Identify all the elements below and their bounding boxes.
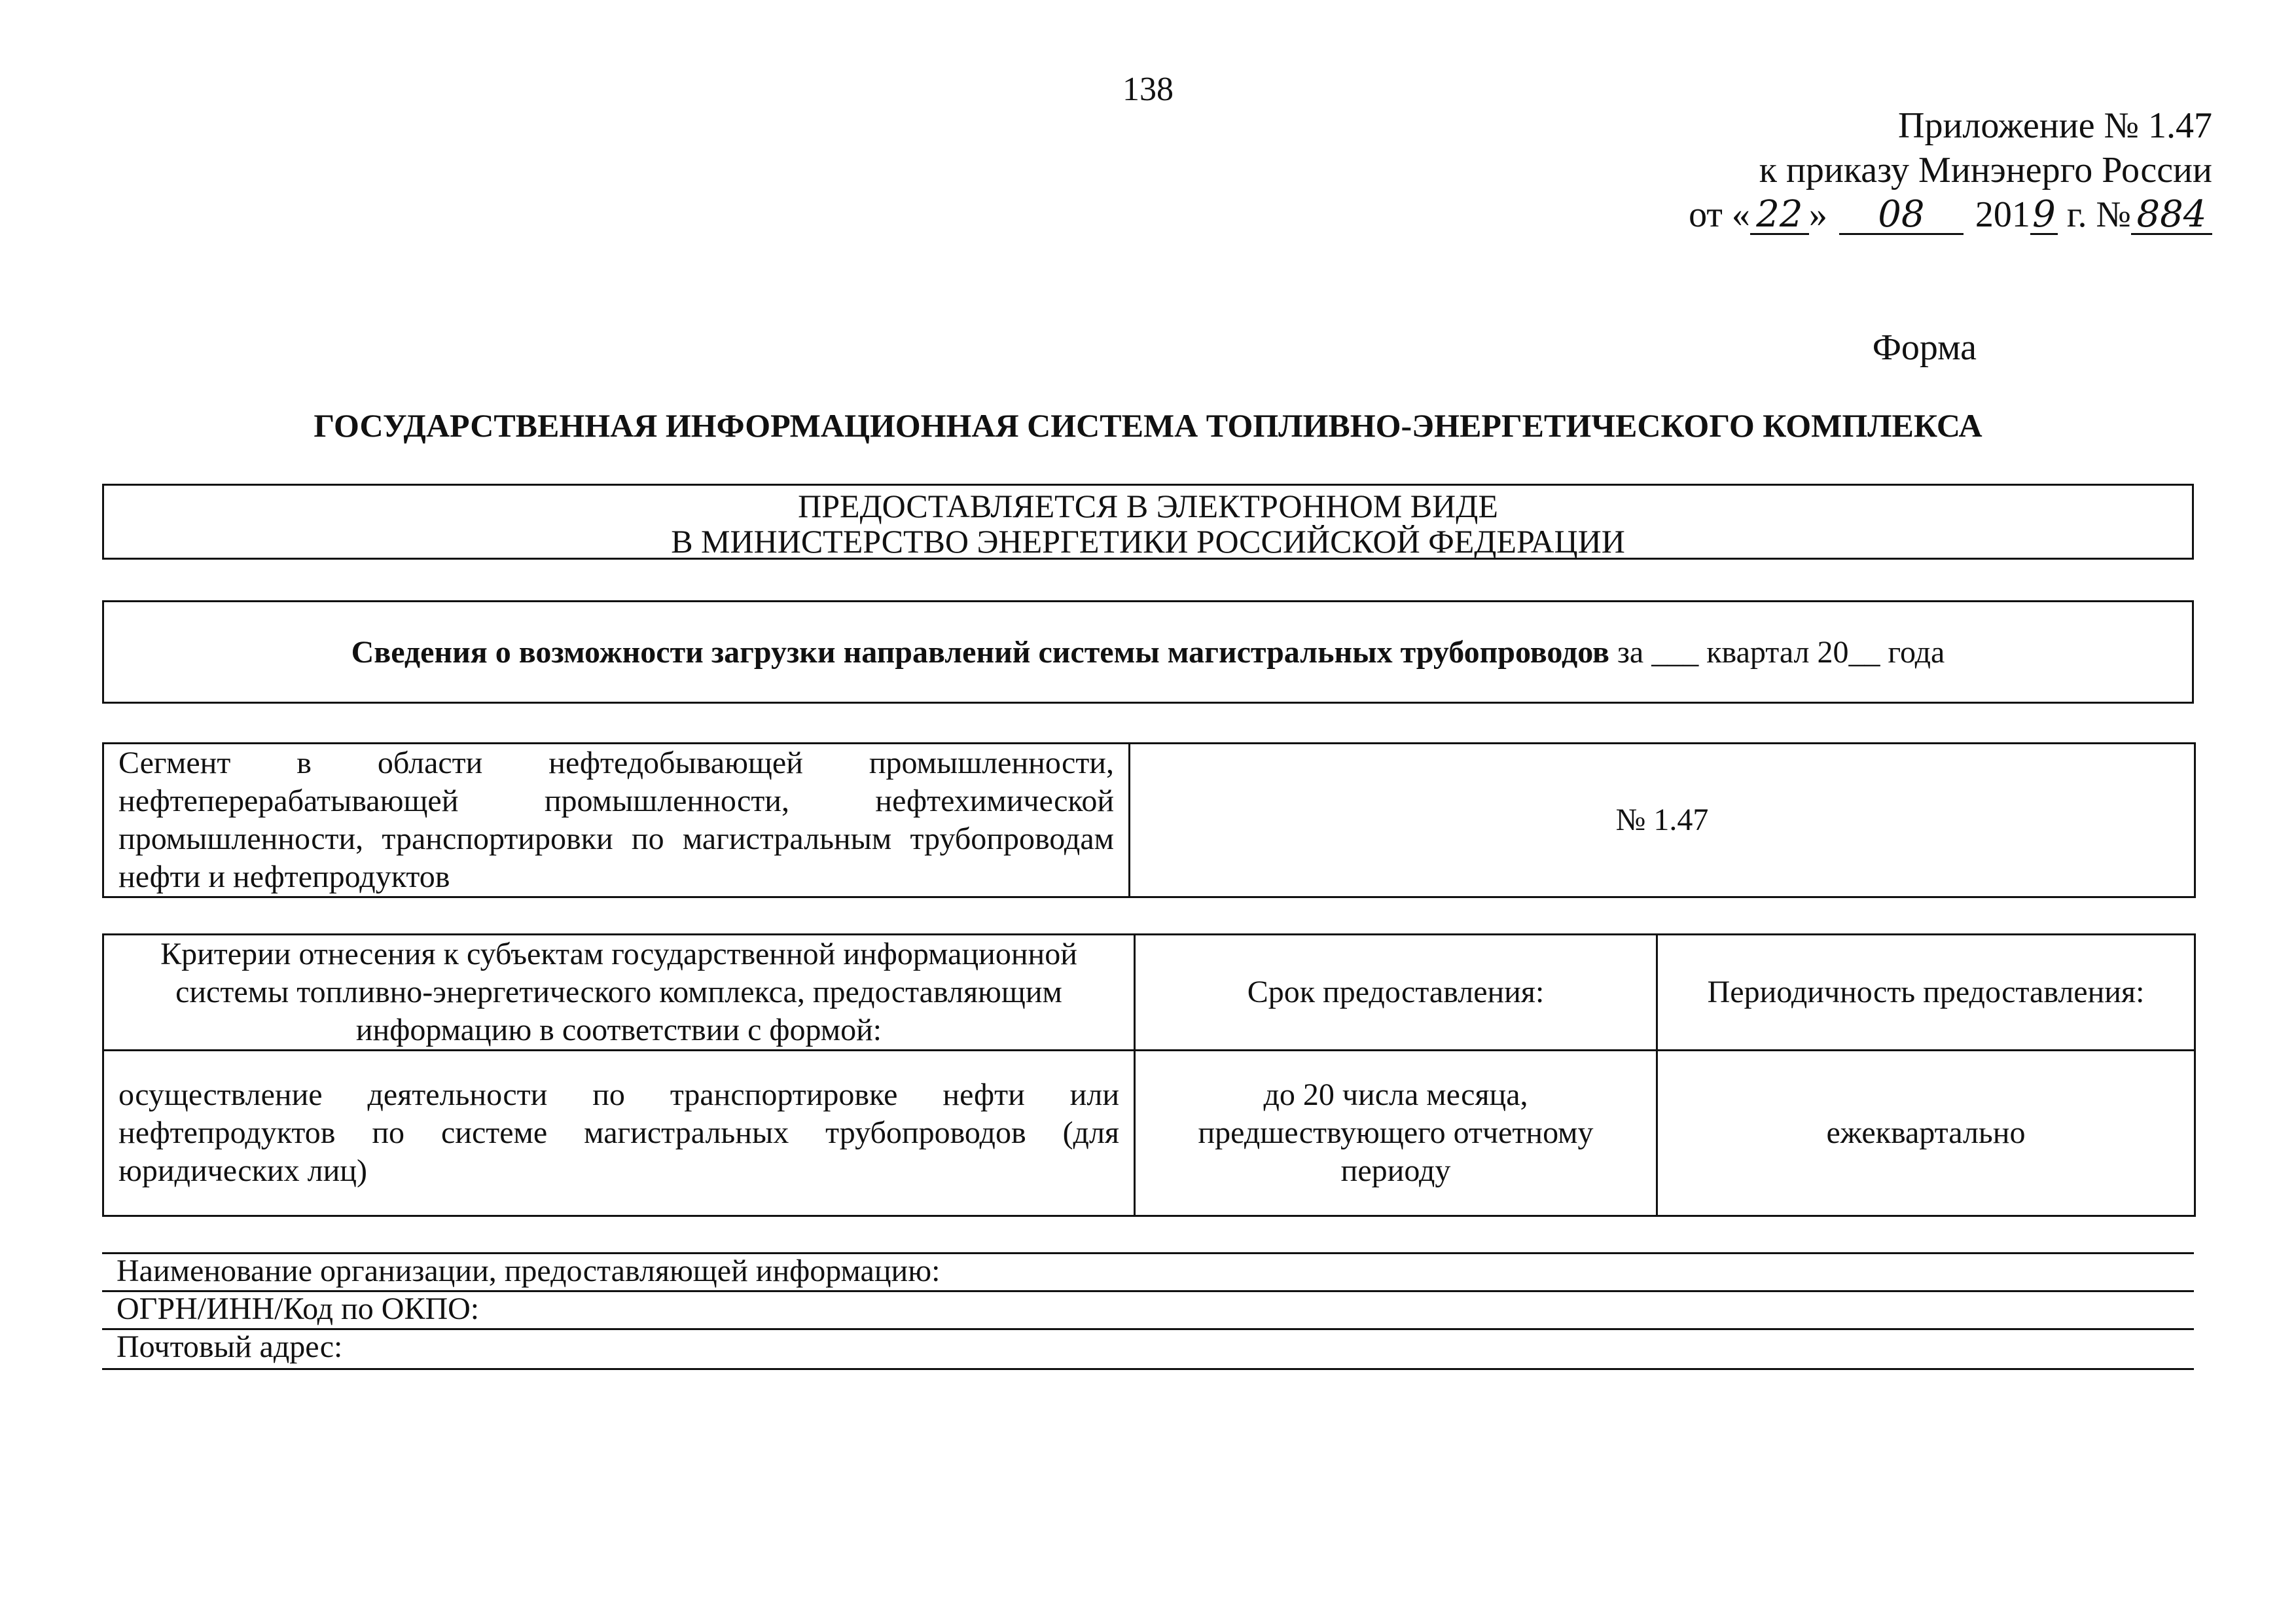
annex-day: 22 [1750, 196, 1809, 235]
cell-periodicity: ежеквартально [1657, 1051, 2195, 1216]
report-title-bold: Сведения о возможности загрузки направлений системы магистральных трубопроводов [351, 634, 1609, 670]
annex-from-prefix: от « [1689, 194, 1750, 235]
postal-address-label: Почтовый адрес: [117, 1329, 343, 1364]
header-criteria: Критерии отнесения к субъектам государственной информационной системы топливно-энергетического комплекса, предоставляющим информацию в соответствии с формой: [103, 935, 1135, 1051]
segment-description: Сегмент в области нефтедобывающей промышленности, нефтеперерабатывающей промышленности, нефтехимической промышленности, транспортировки по магистральным трубопроводам нефти и нефтепродуктов [103, 744, 1130, 897]
cell-criteria: осуществление деятельности по транспортировке нефти или нефтепродуктов по системе магистральных трубопроводов (для юридических лиц) [103, 1051, 1135, 1216]
report-title [351, 634, 1945, 670]
table-row [103, 744, 2195, 897]
submission-notice-line2: В МИНИСТЕРСТВО ЭНЕРГЕТИКИ РОССИЙСКОЙ ФЕДЕРАЦИИ [671, 523, 1625, 560]
header-deadline: Срок предоставления: [1135, 935, 1657, 1051]
system-title: ГОСУДАРСТВЕННАЯ ИНФОРМАЦИОННАЯ СИСТЕМА ТОПЛИВНО-ЭНЕРГЕТИЧЕСКОГО КОМПЛЕКСА [314, 407, 1982, 444]
annex-date-line [1505, 192, 2212, 237]
annex-day-suffix: » [1808, 194, 1827, 235]
criteria-table [102, 933, 2196, 1217]
annex-year-digit: 9 [2030, 196, 2058, 235]
table-header-row [103, 935, 2195, 1051]
submission-notice-line1: ПРЕДОСТАВЛЯЕТСЯ В ЭЛЕКТРОННОМ ВИДЕ [798, 488, 1498, 524]
org-name-label: Наименование организации, предоставляющей информацию: [117, 1254, 941, 1288]
annex-year-suffix: г. № [2057, 194, 2131, 235]
annex-year-prefix: 201 [1975, 194, 2030, 235]
postal-address-rule [102, 1368, 2194, 1370]
submission-notice-box [102, 484, 2194, 560]
header-periodicity: Периодичность предоставления: [1657, 935, 2195, 1051]
segment-form-number: № 1.47 [1130, 744, 2195, 897]
annex-order: к приказу Минэнерго России [1759, 150, 2212, 190]
report-title-box [102, 600, 2194, 704]
annex-header [1505, 103, 2212, 237]
segment-table [102, 742, 2196, 898]
annex-title: Приложение № 1.47 [1898, 105, 2212, 146]
org-ids-label: ОГРН/ИНН/Код по ОКПО: [117, 1291, 480, 1326]
annex-month: 08 [1839, 196, 1964, 235]
form-label: Форма [1872, 327, 1977, 368]
page-number: 138 [1122, 71, 1174, 108]
report-period: за ___ квартал 20__ года [1609, 634, 1945, 670]
table-row [103, 1051, 2195, 1216]
annex-order-number: 884 [2131, 196, 2212, 235]
cell-deadline: до 20 числа месяца, предшествующего отчетному периоду [1135, 1051, 1657, 1216]
